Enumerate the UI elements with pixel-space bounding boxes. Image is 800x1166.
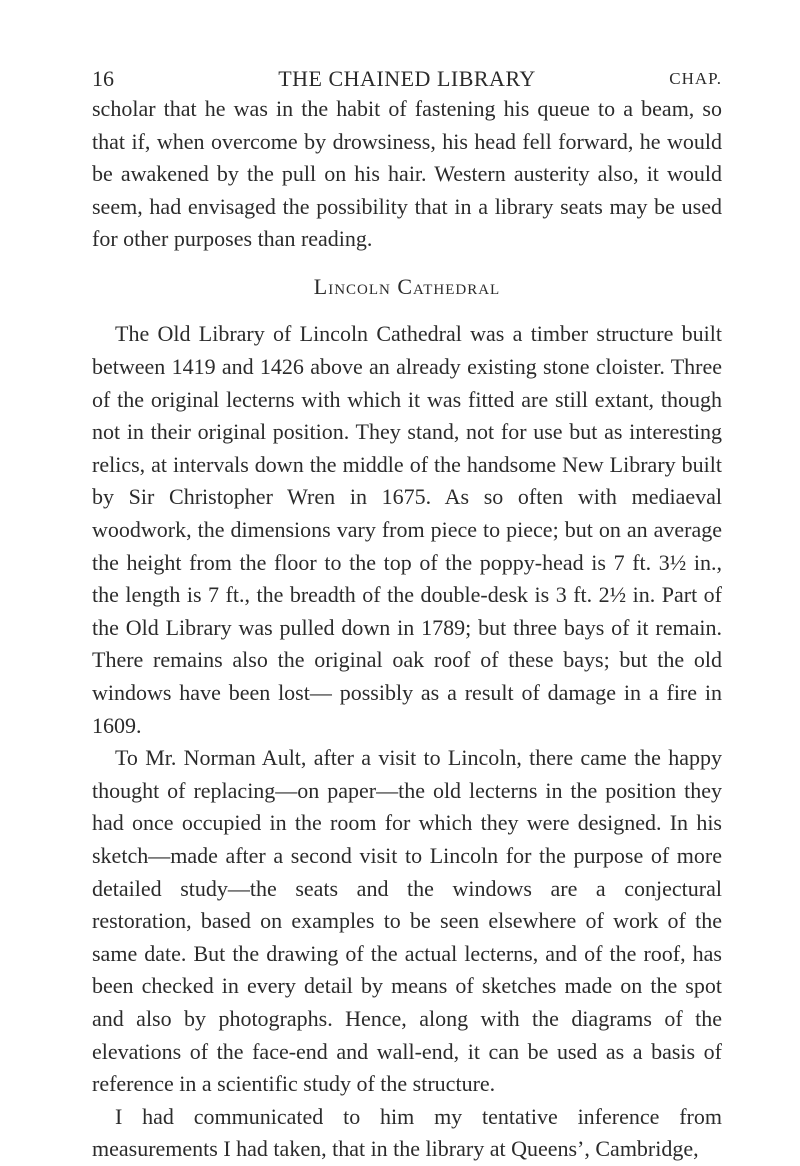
running-title: THE CHAINED LIBRARY	[278, 66, 536, 91]
section-heading: Lincoln Cathedral	[313, 274, 501, 300]
chapter-marker: CHAP.	[669, 69, 722, 88]
running-head	[92, 64, 722, 94]
paragraph: I had communicated to him my tentative inference from measurements I had taken, that in the library at Queens’, Cambridge,	[92, 1103, 722, 1162]
paragraph-continuation: scholar that he was in the habit of fastening his queue to a beam, so that if, when overcome by drowsiness, his head fell forward, he would be awakened by the pull on his hair. Western austerity also, it would seem, had envisaged the possibility that in a library seats may be used for other purposes than reading.	[92, 96, 722, 252]
paragraph: To Mr. Norman Ault, after a visit to Lincoln, there came the happy thought of replacing—on paper—the old lecterns in the position they had once occupied in the room for which they were designed. In his sketch—made after a second visit to Lincoln for the purpose of more detailed study—the seats and the windows are a conjectural restoration, based on examples to be seen elsewhere of work of the same date. But the drawing of the actual lecterns, and of the roof, has been checked in every detail by means of sketches made on the spot and also by photographs. Hence, along with the diagrams of the elevations of the face-end and wall-end, it can be used as a basis of reference in a scientific study of the structure.	[92, 745, 722, 1097]
paragraph: The Old Library of Lincoln Cathedral was a timber structure built between 1419 and 1426 above an already existing stone cloister. Three of the original lecterns with which it was fitted are still extant, though not in their original position. They stand, not for use but as interesting relics, at intervals down the middle of the handsome New Library built by Sir Christopher Wren in 1675. As so often with mediaeval woodwork, the dimensions vary from piece to piece; but on an average the height from the floor to the top of the poppy-head is 7 ft. 3½ in., the length is 7 ft., the breadth of the double-desk is 3 ft. 2½ in. Part of the Old Library was pulled down in 1789; but three bays of it remain. There remains also the original oak roof of these bays; but the old windows have been lost— possibly as a result of damage in a fire in 1609.	[92, 321, 722, 738]
page-number: 16	[92, 66, 114, 91]
body-text	[92, 93, 722, 1166]
